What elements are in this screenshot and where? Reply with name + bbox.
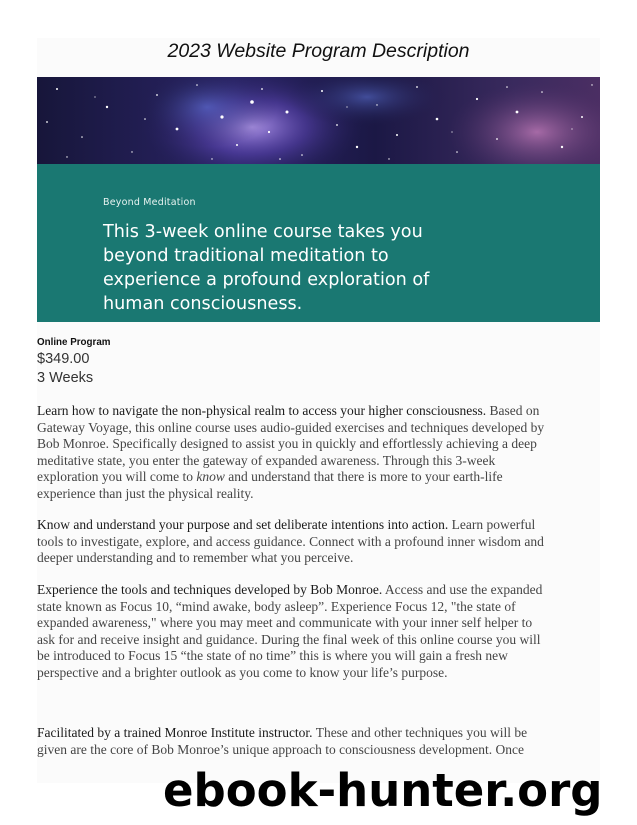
hero-headline-line: human consciousness. — [103, 294, 303, 314]
description-paragraph — [37, 582, 602, 681]
paragraph-text: Based on — [486, 403, 540, 418]
paragraph-lead: Know and understand your purpose and set deliberate intentions into action. — [37, 517, 449, 532]
paragraph-line: be introduced to Focus 15 “the state of no time” this is where you will gain a fresh new — [37, 648, 508, 663]
emphasis-text: know — [196, 469, 225, 484]
description-paragraph — [37, 517, 602, 567]
paragraph-lead: Experience the tools and techniques developed by Bob Monroe. — [37, 582, 383, 597]
program-duration: 3 Weeks — [37, 370, 94, 386]
paragraph-line — [37, 469, 602, 486]
paragraph-line: state known as Focus 10, “mind awake, body asleep”. Experience Focus 12, "the state of — [37, 598, 516, 614]
starfield-image — [37, 77, 600, 165]
hero-headline — [103, 220, 553, 316]
paragraph-lead: Learn how to navigate the non-physical realm to access your higher consciousness. — [37, 403, 487, 418]
program-details — [37, 336, 111, 388]
paragraph-line: given are the core of Bob Monroe’s unique approach to consciousness development. Once — [37, 741, 524, 757]
paragraph-text: and understand that there is more to your earth-life — [224, 469, 503, 484]
paragraph-line — [37, 725, 602, 742]
paragraph-line — [37, 403, 602, 420]
paragraph-text: These and other techniques you will be — [312, 725, 528, 740]
paragraph-line: perspective and a brighter outlook as you come to know your life’s purpose. — [37, 664, 448, 680]
paragraph-line: tools to investigate, explore, and access guidance. Connect with a profound inner wisdom and — [37, 533, 544, 549]
hero-text-panel — [37, 164, 600, 322]
paragraph-line: Gateway Voyage, this online course uses audio-guided exercises and techniques developed by — [37, 419, 545, 435]
description-paragraph — [37, 725, 602, 758]
paragraph-line: expanded awareness," where you may meet and communicate with your inner self helper to — [37, 615, 533, 630]
hero-kicker: Beyond Meditation — [103, 197, 196, 208]
paragraph-line: Bob Monroe. Specifically designed to assist you in quickly and effortlessly achieving a deep — [37, 436, 537, 451]
paragraph-text: exploration you will come to — [37, 469, 197, 484]
paragraph-text: Learn powerful — [448, 517, 536, 532]
hero-headline-line: beyond traditional meditation to — [103, 246, 389, 266]
paragraph-line — [37, 582, 602, 599]
hero-headline-line: This 3-week online course takes you — [103, 222, 423, 242]
watermark: ebook-hunter.org — [163, 764, 603, 817]
paragraph-line: experience than just the physical reality. — [37, 485, 254, 501]
description-paragraph — [37, 403, 602, 502]
paragraph-line: deeper understanding and to remember what you perceive. — [37, 550, 354, 565]
hero-banner — [37, 77, 600, 322]
paragraph-text: Access and use the expanded — [382, 582, 543, 597]
document-title: 2023 Website Program Description — [167, 40, 470, 62]
hero-headline-line: experience a profound exploration of — [103, 270, 430, 290]
paragraph-lead: Facilitated by a trained Monroe Institute instructor. — [37, 725, 313, 740]
program-label: Online Program — [37, 337, 111, 348]
paragraph-line — [37, 517, 602, 534]
paragraph-line: ask for and receive insight and guidance. During the final week of this online course you will — [37, 631, 541, 647]
program-price: $349.00 — [37, 351, 90, 367]
paragraph-line: meditative state, you enter the gateway of expanded awareness. Through this 3-week — [37, 452, 496, 468]
